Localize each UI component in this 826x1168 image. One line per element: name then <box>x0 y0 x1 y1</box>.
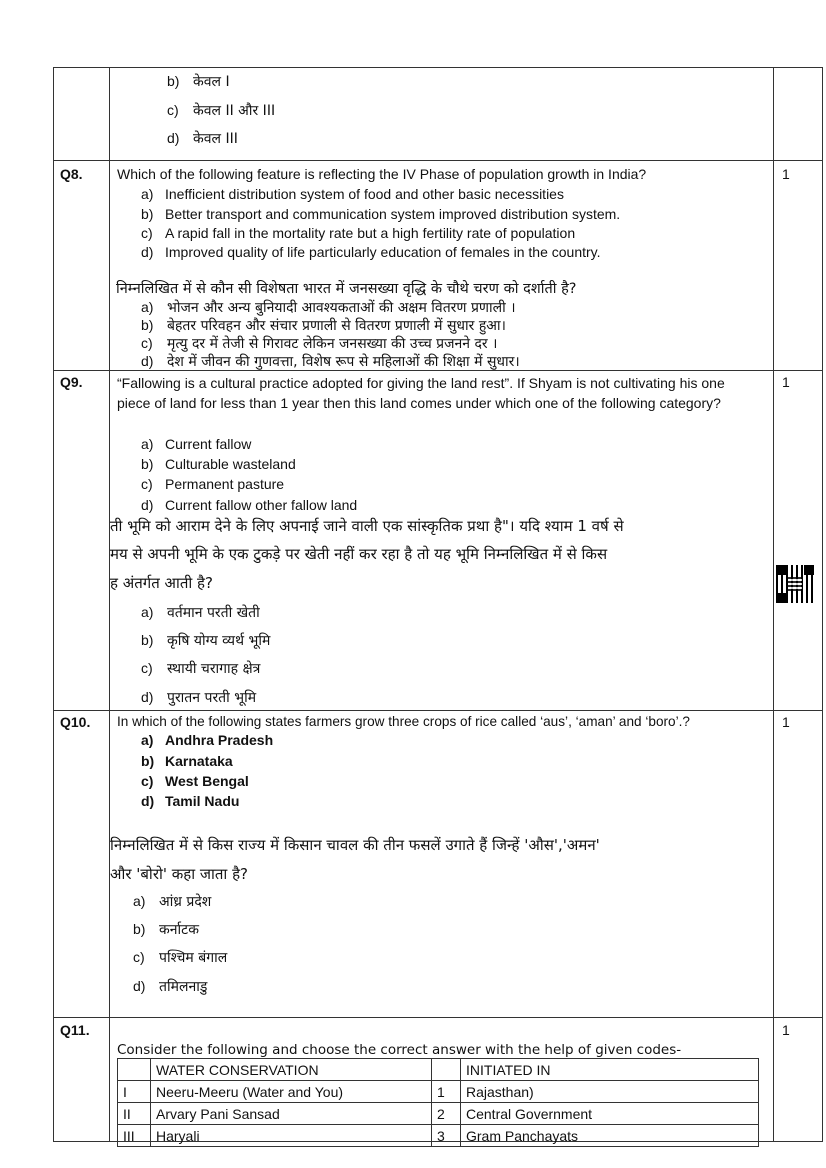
option-label: a) <box>141 436 154 452</box>
row-divider <box>53 160 823 161</box>
list-item <box>141 495 357 515</box>
option-text: Current fallow other fallow land <box>165 497 358 513</box>
question-text-en: “Fallowing is a cultural practice adopted for giving the land rest”. If Shyam is not cultivating his one piece of land for less than 1 year then this land comes under which one of the following category? <box>117 375 725 411</box>
option-text: A rapid fall in the mortality rate but a high fertility rate of population <box>165 225 576 241</box>
option-label: b) <box>141 206 154 222</box>
option-label: d) <box>133 978 146 994</box>
option-label: c) <box>133 949 145 965</box>
table-header-cell <box>118 1059 151 1081</box>
question-number: Q11. <box>60 1022 90 1038</box>
question-text-en: In which of the following states farmers grow three crops of rice called ‘aus’, ‘aman’ and ‘boro’.? <box>117 714 690 729</box>
option-text: केवल II और III <box>193 103 276 119</box>
table-cell: 1 <box>432 1081 461 1103</box>
row-divider <box>53 1017 823 1018</box>
option-label: c) <box>141 335 153 351</box>
list-item <box>141 791 239 811</box>
list-item <box>141 352 520 371</box>
list-item <box>133 977 207 996</box>
option-text: देश में जीवन की गुणवत्ता, विशेष रूप से महिलाओं की शिक्षा में सुधार। <box>167 354 520 370</box>
list-item <box>133 920 199 939</box>
table-row <box>118 1103 759 1125</box>
option-label: b) <box>141 456 154 472</box>
list-item <box>141 659 260 678</box>
table-row <box>118 1125 759 1147</box>
option-text: West Bengal <box>165 773 249 789</box>
option-label: c) <box>141 660 153 676</box>
option-label: b) <box>141 753 155 769</box>
table-cell: Gram Panchayats <box>461 1125 759 1147</box>
question-marks: 1 <box>782 1022 790 1038</box>
option-label: c) <box>141 225 153 241</box>
question-marks: 1 <box>782 166 790 182</box>
option-label: c) <box>141 773 154 789</box>
list-item <box>141 771 249 791</box>
list-item <box>167 129 238 148</box>
question-text-hi: और 'बोरो' कहा जाता है? <box>110 865 249 883</box>
table-cell: II <box>118 1103 151 1125</box>
option-text: बेहतर परिवहन और संचार प्रणाली से वितरण प्रणाली में सुधार हुआ। <box>167 318 506 334</box>
option-text: Tamil Nadu <box>165 793 240 809</box>
option-label: a) <box>141 732 154 748</box>
table-row <box>118 1081 759 1103</box>
question-text-en: Consider the following and choose the correct answer with the help of given codes- <box>117 1042 682 1058</box>
question-marks: 1 <box>782 714 790 730</box>
list-item <box>141 434 251 454</box>
table-header-cell: INITIATED IN <box>461 1059 759 1081</box>
list-item <box>167 101 275 120</box>
option-text: कर्नाटक <box>159 922 199 938</box>
option-text: पुरातन परती भूमि <box>167 690 257 706</box>
table-cell: Central Government <box>461 1103 759 1125</box>
option-text: कृषि योग्य व्यर्थ भूमि <box>167 633 271 649</box>
text-line: मय से अपनी भूमि के एक टुकड़े पर खेती नहीं कर रहा है तो यह भूमि निम्नलिखित में से किस <box>110 545 608 563</box>
list-item <box>141 184 564 204</box>
list-item <box>141 688 256 707</box>
option-label: a) <box>141 299 154 315</box>
list-item <box>141 603 260 622</box>
option-text: स्थायी चरागाह क्षेत्र <box>167 661 261 677</box>
option-label: d) <box>141 689 154 705</box>
option-label: d) <box>141 497 154 513</box>
table-cell: 2 <box>432 1103 461 1125</box>
list-item <box>133 948 227 967</box>
question-marks: 1 <box>782 374 790 390</box>
list-item <box>141 223 575 243</box>
table-cell: I <box>118 1081 151 1103</box>
option-text: Better transport and communication system improved distribution system. <box>165 206 621 222</box>
text-line: ह अंतर्गत आती है? <box>110 574 213 592</box>
list-item <box>141 204 620 224</box>
option-text: आंध्र प्रदेश <box>159 894 212 910</box>
row-divider <box>53 710 823 711</box>
list-item <box>141 730 273 750</box>
option-label: c) <box>141 476 153 492</box>
question-text-hi: निम्नलिखित में से किस राज्य में किसान चावल की तीन फसलें उगाते हैं जिन्हें 'औस','अमन' <box>110 836 600 854</box>
option-text: मृत्यु दर में तेजी से गिरावट लेकिन जनसख्या की उच्च प्रजनने दर । <box>167 336 498 352</box>
table-header-cell: WATER CONSERVATION <box>151 1059 432 1081</box>
option-text: पश्चिम बंगाल <box>159 950 228 966</box>
option-label: a) <box>133 893 146 909</box>
table-cell: Arvary Pani Sansad <box>151 1103 432 1125</box>
table-header-cell <box>432 1059 461 1081</box>
column-divider <box>109 67 110 1142</box>
list-item <box>141 751 233 771</box>
option-text: Improved quality of life particularly education of females in the country. <box>165 244 601 260</box>
column-divider <box>773 67 774 1142</box>
option-label: d) <box>141 793 155 809</box>
question-number: Q8. <box>60 166 83 182</box>
option-text: भोजन और अन्य बुनियादी आवश्यकताओं की अक्षम वितरण प्रणाली । <box>167 300 516 316</box>
question-text-en: Which of the following feature is reflecting the IV Phase of population growth in India? <box>117 166 647 182</box>
option-label: b) <box>133 921 146 937</box>
list-item <box>141 631 270 650</box>
option-text: Permanent pasture <box>165 476 285 492</box>
list-item <box>141 242 601 262</box>
question-number: Q10. <box>60 714 91 730</box>
option-label: a) <box>141 604 154 620</box>
option-text: Andhra Pradesh <box>165 732 274 748</box>
option-text: केवल III <box>193 131 238 147</box>
table-cell: 3 <box>432 1125 461 1147</box>
option-text: तमिलनाडु <box>159 979 208 995</box>
list-item <box>141 316 506 335</box>
table-cell: Rajasthan) <box>461 1081 759 1103</box>
list-item <box>133 892 211 911</box>
list-item <box>167 72 230 91</box>
list-item <box>141 334 497 353</box>
option-label: d) <box>141 353 154 369</box>
table-cell: Haryali <box>151 1125 432 1147</box>
list-item <box>141 298 516 317</box>
question-number: Q9. <box>60 374 83 390</box>
qr-code-icon <box>776 565 814 603</box>
option-label: b) <box>141 632 154 648</box>
option-label: c) <box>167 102 179 118</box>
table-cell: Neeru-Meeru (Water and You) <box>151 1081 432 1103</box>
option-label: b) <box>167 73 180 89</box>
list-item <box>141 474 284 494</box>
option-text: Current fallow <box>165 436 252 452</box>
option-label: d) <box>167 130 180 146</box>
question-text-hi: निम्नलिखित में से कौन सी विशेषता भारत में जनसख्या वृद्धि के चौथे चरण को दर्शाती है? <box>116 281 577 297</box>
option-label: a) <box>141 186 154 202</box>
option-text: वर्तमान परती खेती <box>167 605 260 621</box>
option-text: Culturable wasteland <box>165 456 296 472</box>
option-label: b) <box>141 317 154 333</box>
table-header-row <box>118 1059 759 1081</box>
option-text: Karnataka <box>165 753 233 769</box>
option-label: d) <box>141 244 154 260</box>
option-text: Inefficient distribution system of food and other basic necessities <box>165 186 564 202</box>
list-item <box>141 454 296 474</box>
option-text: केवल I <box>193 74 230 90</box>
table-cell: III <box>118 1125 151 1147</box>
question-text-hi <box>110 516 773 598</box>
text-line: ती भूमि को आराम देने के लिए अपनाई जाने वाली एक सांस्कृतिक प्रथा है"। यदि श्याम 1 वर्ष से <box>110 517 624 535</box>
codes-table <box>117 1058 759 1147</box>
